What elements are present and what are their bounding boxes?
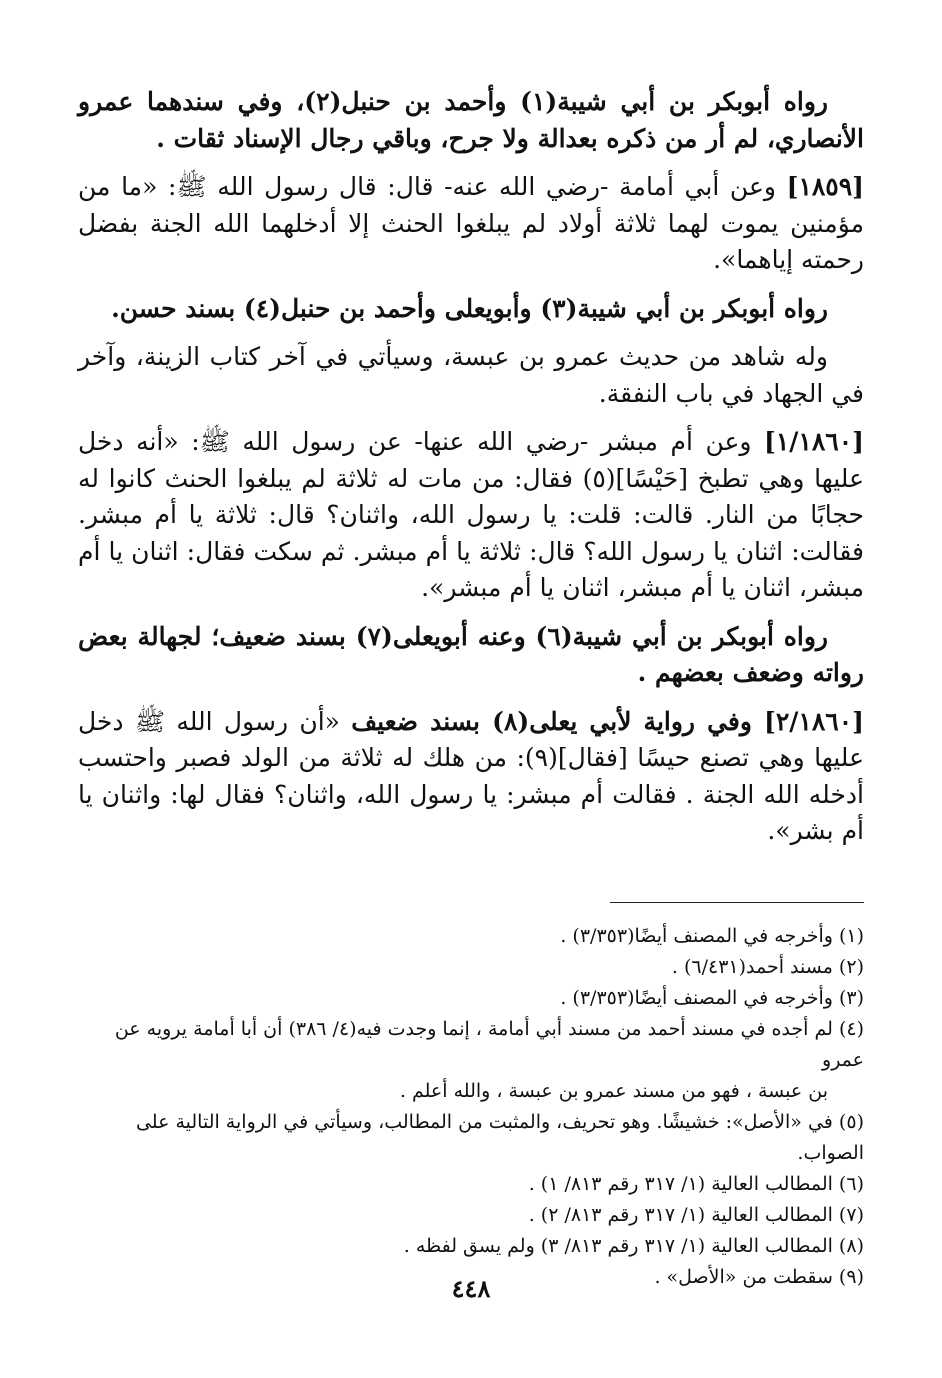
footnote-1: (١) وأخرجه في المصنف أيضًا(٣/٣٥٣) . [560,925,864,947]
hadith-1859 [78,169,864,279]
hadith-number: [١٨٥٩] [786,172,864,201]
hadith-takhrij-inline: وفي رواية لأبي يعلى(٨) بسند ضعيف [351,706,765,736]
footnote-2: (٢) مسند أحمد(٦/٤٣١) . [671,956,864,978]
hadith-number: [٢/١٨٦٠] [764,706,864,736]
hadith-text: «أن رسول الله ﷺ دخل عليها وهي تصنع حيسًا [فقال](٩): من هلك له ثلاثة من الولد فصبر واحتسب أدخله الله الجنة . فقالت أم مبشر: يا رسول الله، واثنان؟ فقال لها: واثنان يا أم بشر». [78,706,865,845]
page-number: ٤٤٨ [451,1274,491,1303]
hadith-text: وعن أبي أمامة -رضي الله عنه- قال: قال رسول الله ﷺ: «ما من مؤمنين يموت لهما ثلاثة أولاد لم يبلغوا الحنث إلا أدخلهما الله الجنة بفضل رحمته إياهما». [78,172,864,274]
footnote-8: (٨) المطالب العالية (١/ ٣١٧ رقم ٨١٣/ ٣) ولم يسق لفظه . [403,1235,864,1257]
footnote-4-line-2: بن عبسة ، فهو من مسند عمرو بن عبسة ، والله أعلم . [399,1080,828,1102]
hadith-1860-2 [78,704,864,850]
paragraph-takhrij-1: رواه أبوبكر بن أبي شيبة(١) وأحمد بن حنبل(٢)، وفي سندهما عمرو الأنصاري، لم أر من ذكره بعدالة ولا جرح، وباقي رجال الإسناد ثقات . [78,87,864,153]
footnote-5: (٥) في «الأصل»: خشيشًا. وهو تحريف، والمثبت من المطالب، وسيأتي في الرواية التالية على الصواب. [135,1111,864,1164]
hadith-text: وعن أم مبشر -رضي الله عنها- عن رسول الله ﷺ: «أنه دخل عليها وهي تطبخ [حَيْسًا](٥) فقال: من مات له ثلاثة لم يبلغوا الحنث كانوا له حجابًا من النار. قالت: قلت: يا رسول الله، واثنان؟ قال: ثلاثة يا أم مبشر. فقالت: اثنان يا رسول الله؟ قال: ثلاثة يا أم مبشر. ثم سكت فقال: اثنان يا أم مبشر، اثنان يا أم مبشر، اثنان يا أم مبشر». [78,427,864,602]
footnote-separator [610,902,864,903]
hadith-1860-1 [78,424,864,607]
footnote-3: (٣) وأخرجه في المصنف أيضًا(٣/٣٥٣) . [560,987,864,1009]
footnotes [78,921,864,1293]
paragraph-takhrij-2: رواه أبوبكر بن أبي شيبة(٣) وأبويعلى وأحمد بن حنبل(٤) بسند حسن. [111,293,828,323]
paragraph-takhrij-3: رواه أبوبكر بن أبي شيبة(٦) وعنه أبويعلى(٧) بسند ضعيف؛ لجهالة بعض رواته وضعف بعضهم . [78,621,864,687]
footnote-7: (٧) المطالب العالية (١/ ٣١٧ رقم ٨١٣/ ٢) . [528,1204,864,1226]
footnote-4 [78,1014,864,1107]
hadith-number: [١/١٨٦٠] [764,427,864,456]
main-text [78,84,864,862]
footnote-6: (٦) المطالب العالية (١/ ٣١٧ رقم ٨١٣/ ١) . [528,1173,864,1195]
footnote-4-line-1: (٤) لم أجده في مسند أحمد من مسند أبي أمامة ، إنما وجدت فيه(٤/ ٣٨٦) أن أبا أمامة يرويه عن عمرو [114,1018,864,1071]
footnote-9: (٩) سقطت من «الأصل» . [654,1266,864,1288]
paragraph-shahid: وله شاهد من حديث عمرو بن عبسة، وسيأتي في آخر كتاب الزينة، وآخر في الجهاد في باب النفقة. [78,342,864,408]
